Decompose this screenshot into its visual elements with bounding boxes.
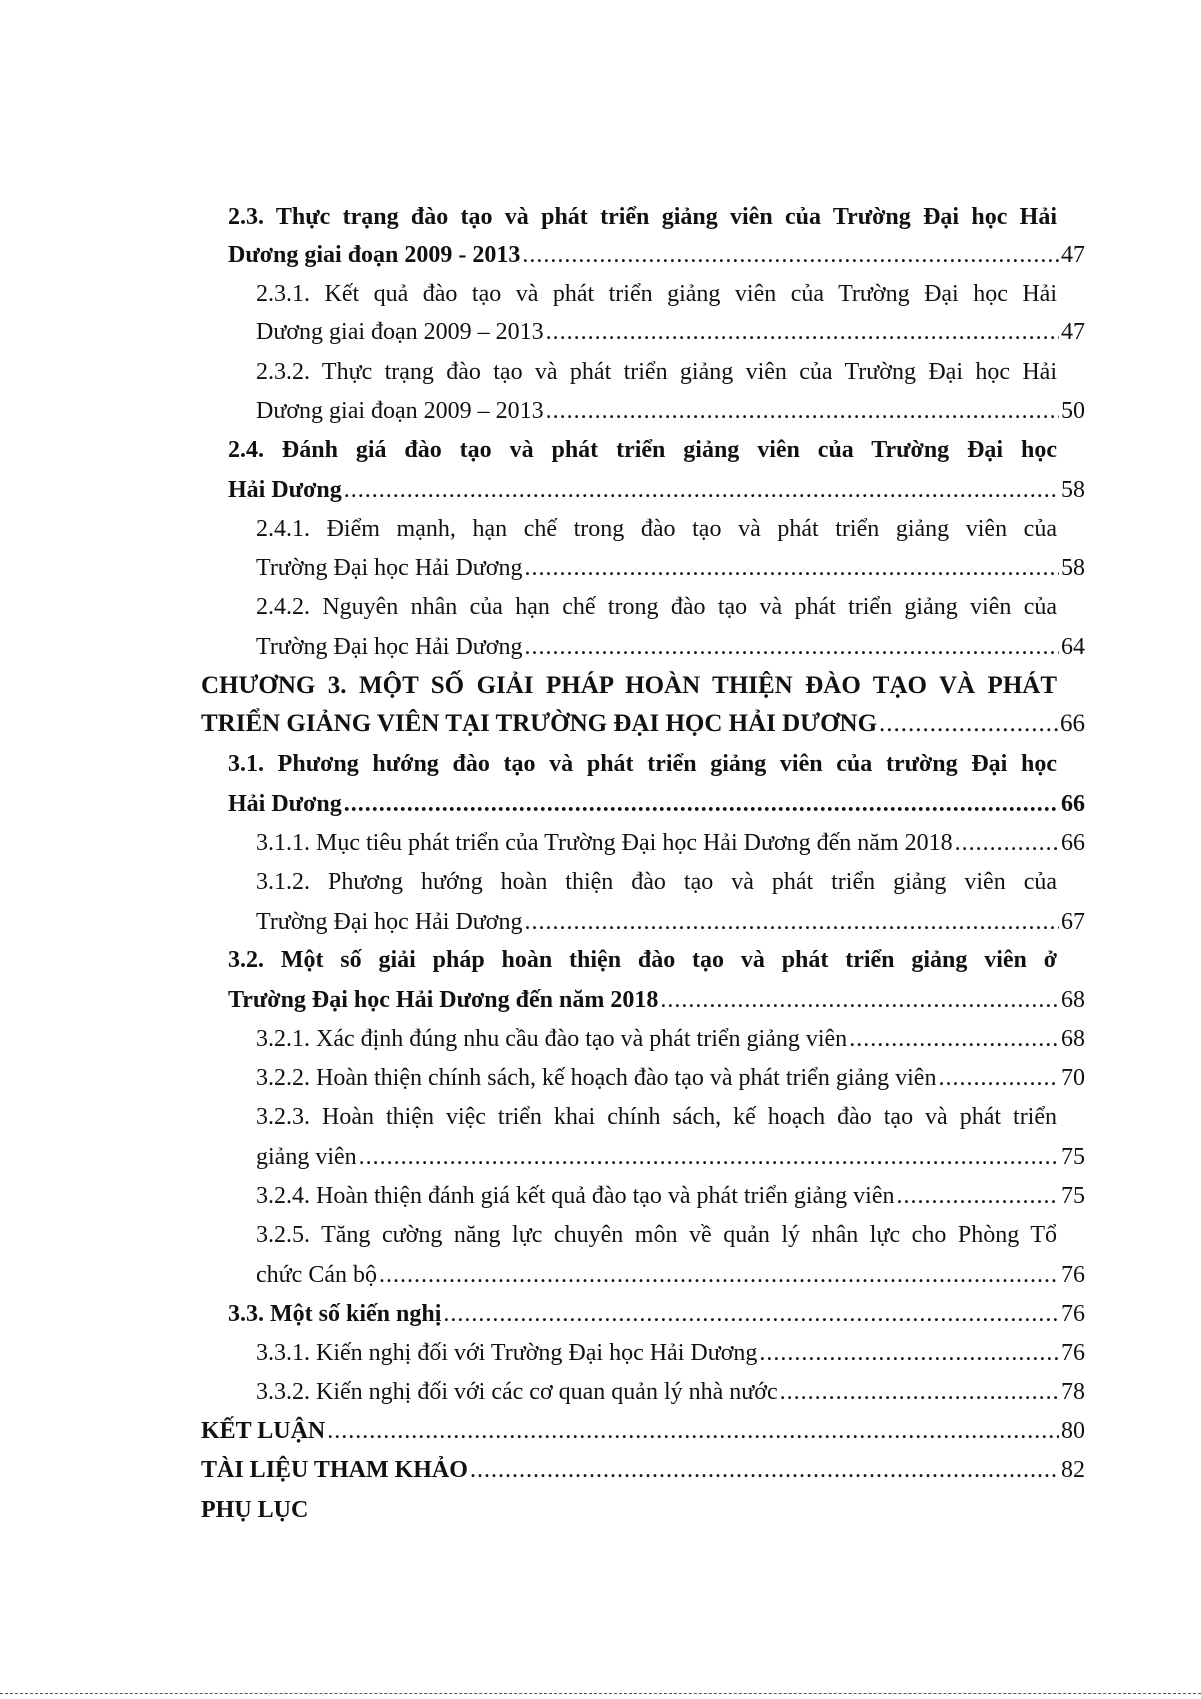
toc-text: CHƯƠNG 3. MỘT SỐ GIẢI PHÁP HOÀN THIỆN ĐÀO TẠO VÀ PHÁT	[201, 672, 1057, 699]
page-number: 50	[1061, 398, 1085, 424]
toc-text: 3.2.3. Hoàn thiện việc triển khai chính sách, kế hoạch đào tạo và phát triển	[256, 1104, 1057, 1130]
toc-text: 3.1.1. Mục tiêu phát triển của Trường Đại học Hải Dương đến năm 2018	[256, 830, 953, 856]
toc-text: 2.3.1. Kết quả đào tạo và phát triển giảng viên của Trường Đại học Hải	[256, 281, 1057, 307]
toc-entry-3-2-5-line2	[256, 1257, 1085, 1293]
toc-entry-3-1-1	[256, 825, 1085, 861]
page-number: 68	[1061, 987, 1085, 1013]
toc-entry-2-4-2-line1	[256, 589, 1057, 625]
toc-text: 3.2. Một số giải pháp hoàn thiện đào tạo và phát triển giảng viên ở	[228, 947, 1057, 973]
page-number: 78	[1061, 1379, 1085, 1405]
toc-text: 3.1.2. Phương hướng hoàn thiện đào tạo và phát triển giảng viên của	[256, 869, 1057, 895]
leader-dots	[546, 393, 1059, 429]
toc-text: 3.2.4. Hoàn thiện đánh giá kết quả đào tạo và phát triển giảng viên	[256, 1183, 895, 1209]
toc-text: 3.1. Phương hướng đào tạo và phát triển giảng viên của trường Đại học	[228, 751, 1057, 777]
toc-entry-3-2-2	[256, 1060, 1085, 1096]
toc-text: Hải Dương	[228, 477, 342, 503]
leader-dots	[525, 550, 1060, 586]
toc-text: 2.4.2. Nguyên nhân của hạn chế trong đào tạo và phát triển giảng viên của	[256, 594, 1057, 620]
toc-entry-2-3-1-line1	[256, 276, 1057, 312]
leader-dots	[470, 1452, 1059, 1488]
page-number: 47	[1061, 319, 1085, 345]
toc-entry-2-4-line2	[228, 472, 1085, 508]
toc-entry-2-3-1-line2	[256, 314, 1085, 350]
toc-chapter-3-line2	[201, 706, 1085, 742]
toc-text: Trường Đại học Hải Dương	[256, 555, 523, 581]
toc-text: Dương giai đoạn 2009 – 2013	[256, 398, 544, 424]
toc-text: chức Cán bộ	[256, 1262, 377, 1288]
toc-text: 2.4. Đánh giá đào tạo và phát triển giảng viên của Trường Đại học	[228, 437, 1057, 463]
toc-entry-3-3-2	[256, 1374, 1085, 1410]
toc-entry-2-4-2-line2	[256, 629, 1085, 665]
toc-entry-2-4-1-line2	[256, 550, 1085, 586]
toc-entry-3-1-2-line2	[256, 904, 1085, 940]
leader-dots	[780, 1374, 1059, 1410]
page-number: 58	[1061, 477, 1085, 503]
toc-entry-3-1-line2	[228, 786, 1085, 822]
toc-entry-3-1-2-line1	[256, 864, 1057, 900]
toc-entry-2-4-line1	[228, 432, 1057, 468]
toc-text: Dương giai đoạn 2009 – 2013	[256, 319, 544, 345]
leader-dots	[344, 786, 1059, 822]
leader-dots	[849, 1021, 1059, 1057]
toc-text: Trường Đại học Hải Dương	[256, 634, 523, 660]
leader-dots	[759, 1335, 1059, 1371]
leader-dots	[525, 904, 1060, 940]
leader-dots	[525, 629, 1060, 665]
toc-text: 3.2.1. Xác định đúng nhu cầu đào tạo và phát triển giảng viên	[256, 1026, 848, 1052]
leader-dots	[379, 1257, 1059, 1293]
toc-text: 2.4.1. Điểm mạnh, hạn chế trong đào tạo và phát triển giảng viên của	[256, 516, 1057, 542]
leader-dots	[896, 1178, 1059, 1214]
page-number: 64	[1061, 634, 1085, 660]
toc-text: 3.3.2. Kiến nghị đối với các cơ quan quản lý nhà nước	[256, 1379, 778, 1405]
page-number: 66	[1061, 830, 1085, 856]
toc-entry-3-3-1	[256, 1335, 1085, 1371]
toc-entry-phu-luc	[201, 1492, 601, 1528]
page-number: 75	[1061, 1183, 1085, 1209]
toc-text: 3.2.2. Hoàn thiện chính sách, kế hoạch đào tạo và phát triển giảng viên	[256, 1065, 937, 1091]
toc-entry-tai-lieu	[201, 1452, 1085, 1488]
toc-text: TRIỂN GIẢNG VIÊN TẠI TRƯỜNG ĐẠI HỌC HẢI DƯƠNG	[201, 710, 878, 737]
toc-text: Dương giai đoạn 2009 - 2013	[228, 242, 521, 268]
toc-text: 2.3.2. Thực trạng đào tạo và phát triển giảng viên của Trường Đại học Hải	[256, 359, 1057, 385]
leader-dots	[359, 1139, 1059, 1175]
page-number: 70	[1061, 1065, 1085, 1091]
page-bottom-rule	[0, 1693, 1201, 1696]
page-number: 80	[1061, 1418, 1085, 1444]
toc-text: 2.3. Thực trạng đào tạo và phát triển giảng viên của Trường Đại học Hải	[228, 204, 1057, 230]
toc-entry-2-3-line1	[228, 199, 1057, 235]
toc-text: giảng viên	[256, 1144, 357, 1170]
toc-entry-3-2-line2	[228, 982, 1085, 1018]
leader-dots	[546, 314, 1059, 350]
toc-text: KẾT LUẬN	[201, 1418, 326, 1444]
page-number: 76	[1061, 1340, 1085, 1366]
leader-dots	[443, 1296, 1059, 1332]
toc-entry-2-3-line2	[228, 237, 1085, 273]
page-number: 58	[1061, 555, 1085, 581]
toc-entry-3-2-5-line1	[256, 1217, 1057, 1253]
page-number: 76	[1061, 1262, 1085, 1288]
toc-entry-3-2-3-line2	[256, 1139, 1085, 1175]
page-number: 82	[1061, 1457, 1085, 1483]
toc-entry-3-3	[228, 1296, 1085, 1332]
page-number: 68	[1061, 1026, 1085, 1052]
toc-entry-ket-luan	[201, 1413, 1085, 1449]
toc-entry-3-2-3-line1	[256, 1099, 1057, 1135]
leader-dots	[344, 472, 1059, 508]
page-number: 66	[1061, 791, 1085, 817]
toc-entry-2-3-2-line1	[256, 354, 1057, 390]
toc-text: TÀI LIỆU THAM KHẢO	[201, 1457, 468, 1483]
leader-dots	[879, 706, 1058, 742]
leader-dots	[938, 1060, 1059, 1096]
page-number: 76	[1061, 1301, 1085, 1327]
toc-text: PHỤ LỤC	[201, 1497, 309, 1523]
toc-text: 3.3.1. Kiến nghị đối với Trường Đại học Hải Dương	[256, 1340, 758, 1366]
page-number: 75	[1061, 1144, 1085, 1170]
leader-dots	[660, 982, 1059, 1018]
toc-entry-2-4-1-line1	[256, 511, 1057, 547]
toc-text: 3.3. Một số kiến nghị	[228, 1301, 442, 1327]
toc-text: Hải Dương	[228, 791, 342, 817]
page-number: 66	[1060, 710, 1085, 737]
toc-entry-3-2-line1	[228, 942, 1057, 978]
leader-dots	[522, 237, 1059, 273]
toc-text: 3.2.5. Tăng cường năng lực chuyên môn về quản lý nhân lực cho Phòng Tổ	[256, 1222, 1057, 1248]
page-number: 47	[1061, 242, 1085, 268]
toc-entry-3-2-1	[256, 1021, 1085, 1057]
toc-entry-2-3-2-line2	[256, 393, 1085, 429]
leader-dots	[955, 825, 1059, 861]
page-number: 67	[1061, 909, 1085, 935]
toc-text: Trường Đại học Hải Dương đến năm 2018	[228, 987, 659, 1013]
leader-dots	[327, 1413, 1059, 1449]
toc-text: Trường Đại học Hải Dương	[256, 909, 523, 935]
toc-chapter-3-line1	[201, 668, 1057, 704]
toc-entry-3-2-4	[256, 1178, 1085, 1214]
toc-entry-3-1-line1	[228, 746, 1057, 782]
